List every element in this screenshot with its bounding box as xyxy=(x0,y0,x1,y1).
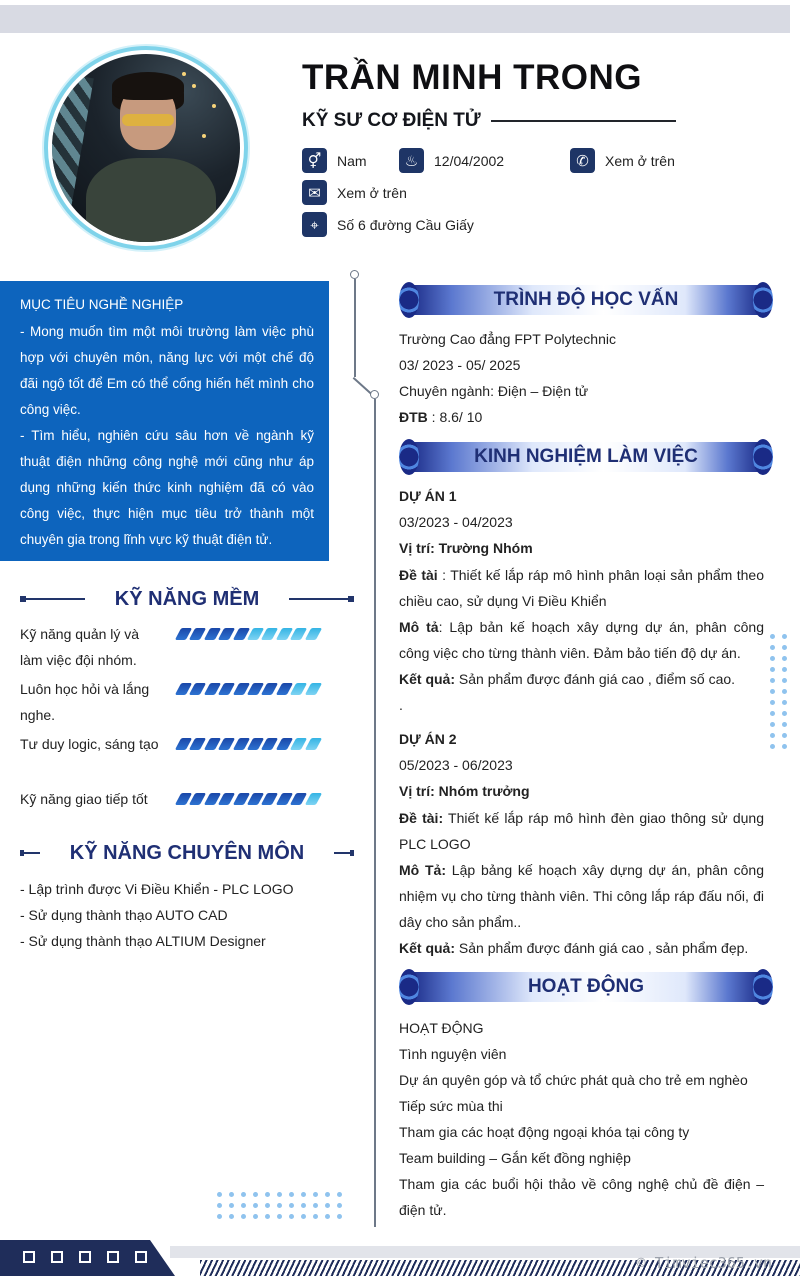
project-period: 05/2023 - 06/2023 xyxy=(399,757,513,773)
skill-level-segment xyxy=(304,683,321,695)
decorative-dots xyxy=(217,1192,342,1219)
objective-title: MỤC TIÊU NGHỀ NGHIỆP xyxy=(20,297,184,312)
watermark: © Timviec365.vn xyxy=(636,1254,772,1272)
activity-item: Dự án quyên góp và tổ chức phát quà cho trẻ em nghèo xyxy=(399,1072,748,1088)
title-divider xyxy=(491,120,676,122)
contact-address xyxy=(302,212,474,237)
project-name: DỰ ÁN 2 xyxy=(399,731,457,747)
project-result: Sản phẩm được đánh giá cao , sản phẩm đẹp. xyxy=(455,940,749,956)
project-topic-label: Đề tài: xyxy=(399,810,444,826)
activities-title: HOẠT ĐỘNG xyxy=(527,976,645,997)
project-name: DỰ ÁN 1 xyxy=(399,488,457,504)
activity-item: Tiếp sức mùa thi xyxy=(399,1098,503,1114)
school-name: Trường Cao đẳng FPT Polytechnic xyxy=(399,331,616,347)
project-desc-label: Mô tả xyxy=(399,619,439,635)
activity-item: Tham gia các hoạt động ngoại khóa tại công ty xyxy=(399,1124,690,1140)
pro-skill-item: - Sử dụng thành thạo ALTIUM Designer xyxy=(20,933,266,949)
candidate-name: TRẦN MINH TRONG xyxy=(302,58,642,97)
activities-heading xyxy=(399,969,773,1005)
project-desc: Lập bảng kế hoạch xây dựng dự án, phân công nhiệm vụ cho từng thành viên. Thi công lắp ráp đấu nối, đi dây cho sản phẩm.. xyxy=(399,862,764,930)
timeline-line xyxy=(374,399,376,1227)
contact-email xyxy=(302,180,407,205)
activity-item: Tham gia các buổi hội thảo về công nghệ chủ đề điện – điện tử. xyxy=(399,1176,764,1218)
education-section xyxy=(399,327,764,431)
project-topic: : Thiết kế lắp ráp mô hình phân loại sản phẩm theo chiều cao, sử dụng Vi Điều Khiển xyxy=(399,567,764,609)
soft-skill-label: Kỹ năng giao tiếp tốt xyxy=(20,791,148,807)
timeline-line xyxy=(354,279,356,377)
pro-skills-list xyxy=(20,876,294,954)
birthday-cake-icon: ♨ xyxy=(399,148,424,173)
education-heading xyxy=(399,282,773,318)
project-2 xyxy=(399,727,764,961)
gender-value: Nam xyxy=(337,152,367,169)
contact-birthday xyxy=(399,148,504,173)
contact-phone xyxy=(570,148,675,173)
project-topic-label: Đề tài xyxy=(399,567,438,583)
project-trailer: . xyxy=(399,697,403,713)
skill-level-bar xyxy=(178,738,319,750)
pro-skills-heading xyxy=(20,840,354,866)
experience-title: KINH NGHIỆM LÀM VIỆC xyxy=(474,446,698,467)
project-result: Sản phẩm được đánh giá cao , điểm số cao. xyxy=(455,671,736,687)
decorative-dots xyxy=(770,634,787,749)
activity-item: Tình nguyện viên xyxy=(399,1046,507,1062)
skill-level-segment xyxy=(304,793,321,805)
objective-paragraph: - Tìm hiểu, nghiên cứu sâu hơn về ngành kỹ thuật điện những công nghệ mới cũng như áp dụng những kiến thức kinh nghiệm đã có vào công việc, thực hiện mục tiêu trở thành một chuyên gia trong lĩnh vực kỹ thuật điện tử. xyxy=(20,428,314,547)
birthday-value: 12/04/2002 xyxy=(434,152,505,169)
skill-level-bar xyxy=(178,683,319,695)
project-role: Vị trí: Trường Nhóm xyxy=(399,540,533,556)
top-banner xyxy=(0,5,790,33)
pro-skills-title: KỸ NĂNG CHUYÊN MÔN xyxy=(69,841,305,864)
gender-icon: ⚥ xyxy=(302,148,327,173)
project-topic: Thiết kế lắp ráp mô hình đèn giao thông sử dụng PLC LOGO xyxy=(399,810,764,852)
contact-gender xyxy=(302,148,367,173)
skill-level-segment xyxy=(304,628,321,640)
activity-item: HOẠT ĐỘNG xyxy=(399,1020,484,1036)
education-period: 03/ 2023 - 05/ 2025 xyxy=(399,357,521,373)
footer xyxy=(0,1240,800,1276)
phone-icon: ✆ xyxy=(570,148,595,173)
project-desc-label: Mô Tả: xyxy=(399,862,447,878)
gpa xyxy=(399,405,764,431)
pro-skill-item: - Lập trình được Vi Điều Khiển - PLC LOGO xyxy=(20,881,294,897)
project-result-label: Kết quả: xyxy=(399,671,455,687)
objective-paragraph: - Mong muốn tìm một môi trường làm việc phù hợp với chuyên môn, năng lực với một chế độ đãi ngộ tốt để Em có thể cống hiến hết mình cho công việc. xyxy=(20,324,314,417)
gpa-label: ĐTB xyxy=(399,409,428,425)
timeline-dot xyxy=(350,270,359,279)
location-pin-icon: ⌖ xyxy=(302,212,327,237)
job-title: KỸ SƯ CƠ ĐIỆN TỬ xyxy=(302,110,481,131)
skill-level-bar xyxy=(178,793,319,805)
avatar xyxy=(52,54,240,242)
career-objective xyxy=(0,281,329,561)
education-title: TRÌNH ĐỘ HỌC VẤN xyxy=(493,289,679,310)
phone-value: Xem ở trên xyxy=(605,152,675,169)
education-major: Chuyên ngành: Điện – Điện tử xyxy=(399,383,589,399)
project-role: Vị trí: Nhóm trưởng xyxy=(399,783,530,799)
activities-list xyxy=(399,1015,764,1223)
address-value: Số 6 đường Cầu Giấy xyxy=(337,216,474,233)
email-value: Xem ở trên xyxy=(337,184,407,201)
activity-item: Team building – Gắn kết đồng nghiệp xyxy=(399,1150,631,1166)
project-result-label: Kết quả: xyxy=(399,940,455,956)
soft-skills-title: KỸ NĂNG MỀM xyxy=(114,587,260,610)
soft-skill-label: Luôn học hỏi và lắng nghe. xyxy=(20,681,150,723)
project-period: 03/2023 - 04/2023 xyxy=(399,514,513,530)
pro-skill-item: - Sử dụng thành thạo AUTO CAD xyxy=(20,907,228,923)
soft-skills-heading xyxy=(20,586,354,612)
skill-level-bar xyxy=(178,628,319,640)
soft-skill-label: Kỹ năng quản lý và làm việc đội nhóm. xyxy=(20,626,140,668)
gpa-value: : 8.6/ 10 xyxy=(427,409,483,425)
email-icon: ✉ xyxy=(302,180,327,205)
project-1 xyxy=(399,484,764,718)
skill-level-segment xyxy=(304,738,321,750)
experience-heading xyxy=(399,439,773,475)
project-desc: : Lập bản kế hoạch xây dựng dự án, phân công công việc cho từng thành viên. Đảm bảo tiến độ dự án. xyxy=(399,619,764,661)
soft-skill-label: Tư duy logic, sáng tạo xyxy=(20,736,159,752)
timeline-dot xyxy=(370,390,379,399)
